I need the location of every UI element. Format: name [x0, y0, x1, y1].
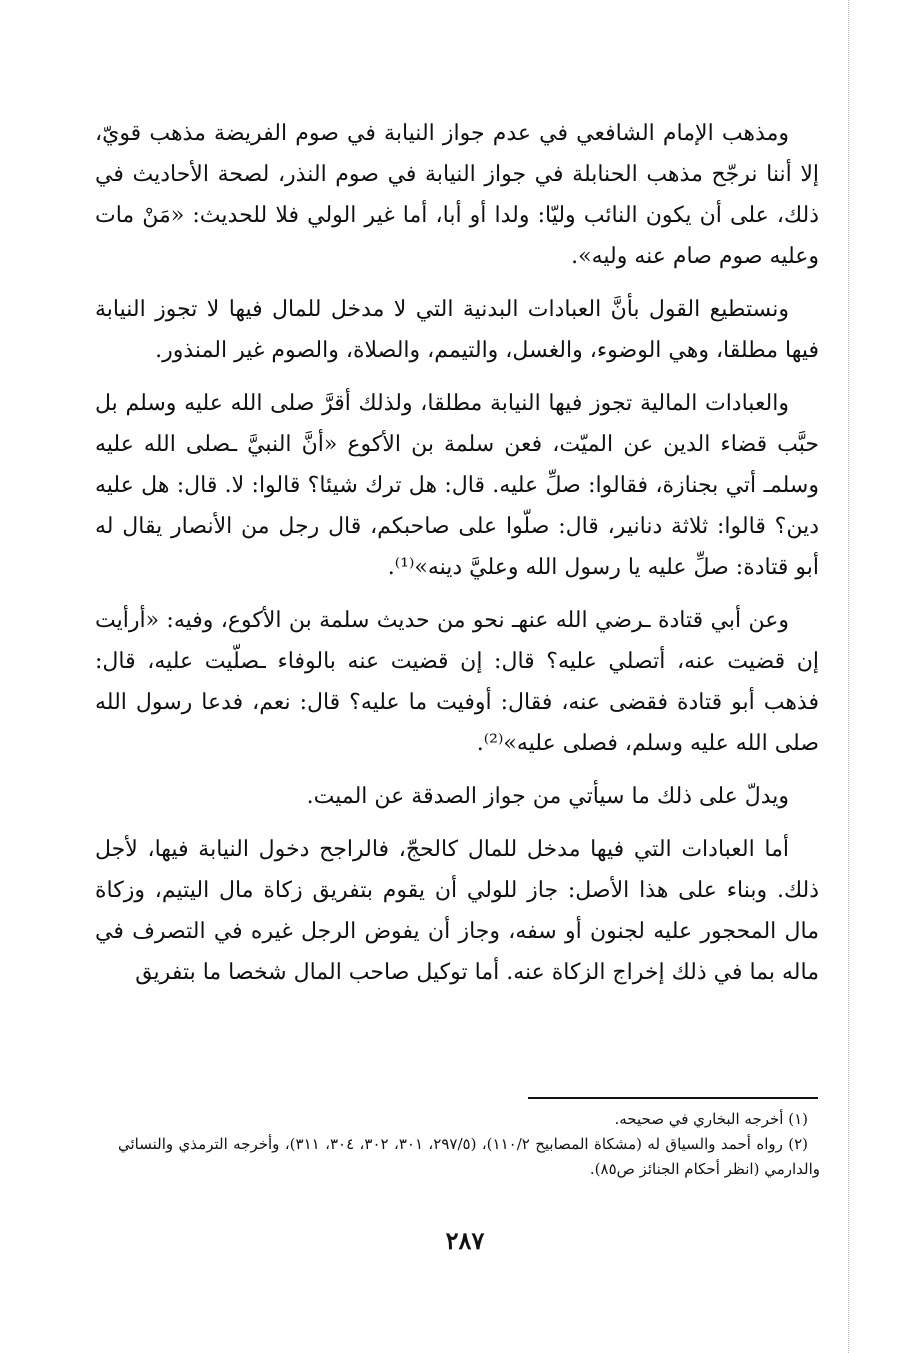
page-edge-line: [848, 0, 849, 1353]
paragraph-1: ومذهب الإمام الشافعي في عدم جواز النيابة في صوم الفريضة مذهب قويّ، إلا أننا نرجّح مذهب الحنابلة في جواز النيابة في صوم النذر، لصحة الأحاديث في ذلك، على أن يكون النائب وليّا: ولدا أو أبا، أما غير الولي فلا للحديث: «مَنْ مات وعليه صوم صام عنه وليه».: [95, 121, 819, 269]
footnote-2: (٢) رواه أحمد والسياق له (مشكاة المصابيح ١١٠/٢)، (٢٩٧/٥، ٣٠١، ٣٠٢، ٣٠٤، ٣١١)، وأخرجه الترمذي والنسائي والدارمي (انظر أحكام الجنائز ص٨٥).: [118, 1135, 820, 1178]
paragraph-6: أما العبادات التي فيها مدخل للمال كالحجّ، فالراجح دخول النيابة فيها، لأجل ذلك. وبناء على هذا الأصل: جاز للولي أن يقوم بتفريق زكاة مال اليتيم، وزكاة مال المحجور عليه لجنون أو سفه، وجاز أن يفوض الرجل غيره في التصرف في ماله بما في ذلك إخراج الزكاة عنه. أما توكيل صاحب المال شخصا ما بتفريق: [95, 837, 819, 985]
paragraph-2: ونستطيع القول بأنَّ العبادات البدنية التي لا مدخل للمال فيها لا تجوز النيابة فيها مطلقا، وهي الوضوء، والغسل، والتيمم، والصلاة، والصوم غير المنذور.: [95, 297, 819, 363]
footnotes: [118, 1107, 820, 1182]
paragraph-3: والعبادات المالية تجوز فيها النيابة مطلقا، ولذلك أقرَّ صلى الله عليه وسلم بل حبَّب قضاء الدين عن الميّت، فعن سلمة بن الأكوع «أنَّ النبيَّ ـصلى الله عليه وسلمـ أتي بجنازة، فقالوا: صلِّ عليه. قال: هل ترك شيئا؟ قالوا: لا. قال: هل عليه دين؟ قالوا: ثلاثة دنانير، قال: صلّوا على صاحبكم، قال رجل من الأنصار يقال له أبو قتادة: صلِّ عليه يا رسول الله وعليَّ دينه»⁽¹⁾.: [95, 391, 819, 580]
footnote-1: (١) أخرجه البخاري في صحيحه.: [614, 1110, 808, 1128]
paragraph-5: ويدلّ على ذلك ما سيأتي من جواز الصدقة عن الميت.: [306, 784, 789, 809]
main-text: [95, 113, 819, 1005]
page-number: ٢٨٧: [445, 1226, 485, 1255]
footnote-divider: [528, 1097, 818, 1099]
paragraph-4: وعن أبي قتادة ـرضي الله عنهـ نحو من حديث سلمة بن الأكوع، وفيه: «أرأيت إن قضيت عنه، أتصلي عليه؟ قال: إن قضيت عنه بالوفاء ـصلّيت عليه، قال: فذهب أبو قتادة فقضى عنه، فقال: أوفيت ما عليه؟ قال: نعم، فدعا رسول الله صلى الله عليه وسلم، فصلى عليه»⁽²⁾.: [95, 608, 819, 756]
